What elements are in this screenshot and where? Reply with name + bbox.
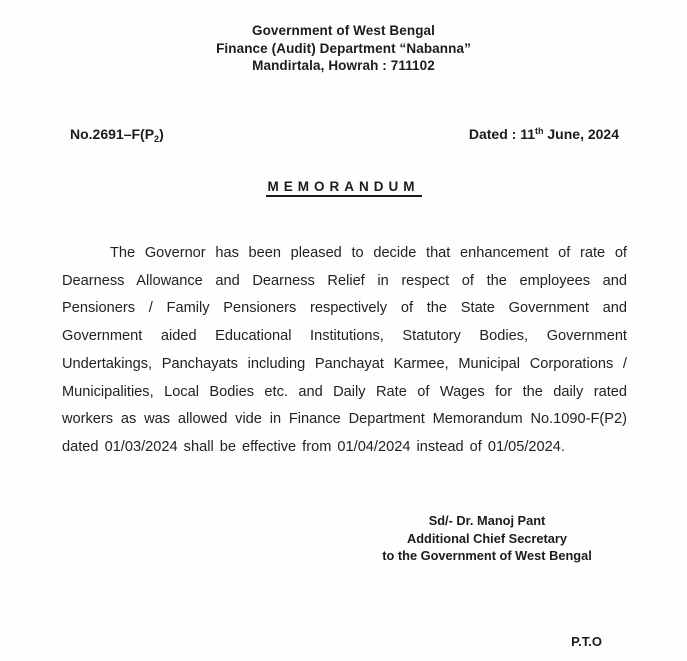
signature-block <box>357 512 617 565</box>
signatory-designation: Additional Chief Secretary <box>407 530 567 546</box>
letterhead-department: Finance (Audit) Department “Nabanna” <box>216 40 471 56</box>
pto-label: P.T.O <box>571 634 602 649</box>
reference-row <box>70 126 619 144</box>
memo-title-row <box>0 178 687 197</box>
memo-number-subscript: 2 <box>154 134 160 144</box>
letterhead-government: Government of West Bengal <box>251 23 436 38</box>
letterhead <box>0 22 687 75</box>
letterhead-address: Mandirtala, Howrah : 711102 <box>252 58 435 73</box>
memo-body-paragraph: The Governor has been pleased to decide that enhancement of rate of Dearness Allowance and Dearness Relief in respect of the employees and Pensioners / Family Pensioners respectively of the State Government and Government aided Educational Institutions, Statutory Bodies, Government Undertakings, Panchayats including Panchayat Karmee, Municipal Corporations / Municipalities, Local Bodies etc. and Daily Rate of Wages for the daily rated workers as was allowed vide in Finance Department Memorandum No.1090-F(P2) dated 01/03/2024 shall be effective from 01/04/2024 instead of 01/05/2024. <box>62 245 627 455</box>
memo-date-text: Dated : 11 <box>468 126 535 142</box>
memo-date-ordinal: th <box>535 126 544 136</box>
memo-date <box>469 126 619 142</box>
signatory-name: Sd/- Dr. Manoj Pant <box>428 513 546 528</box>
memo-date-rest: June, 2024 <box>543 126 619 142</box>
memo-number-text: No.2691–F(P <box>70 126 155 142</box>
signatory-organization: to the Government of West Bengal <box>382 548 592 563</box>
memo-title: MEMORANDUM <box>266 179 422 197</box>
memo-number-close: ) <box>159 126 164 142</box>
memo-number <box>70 126 164 144</box>
